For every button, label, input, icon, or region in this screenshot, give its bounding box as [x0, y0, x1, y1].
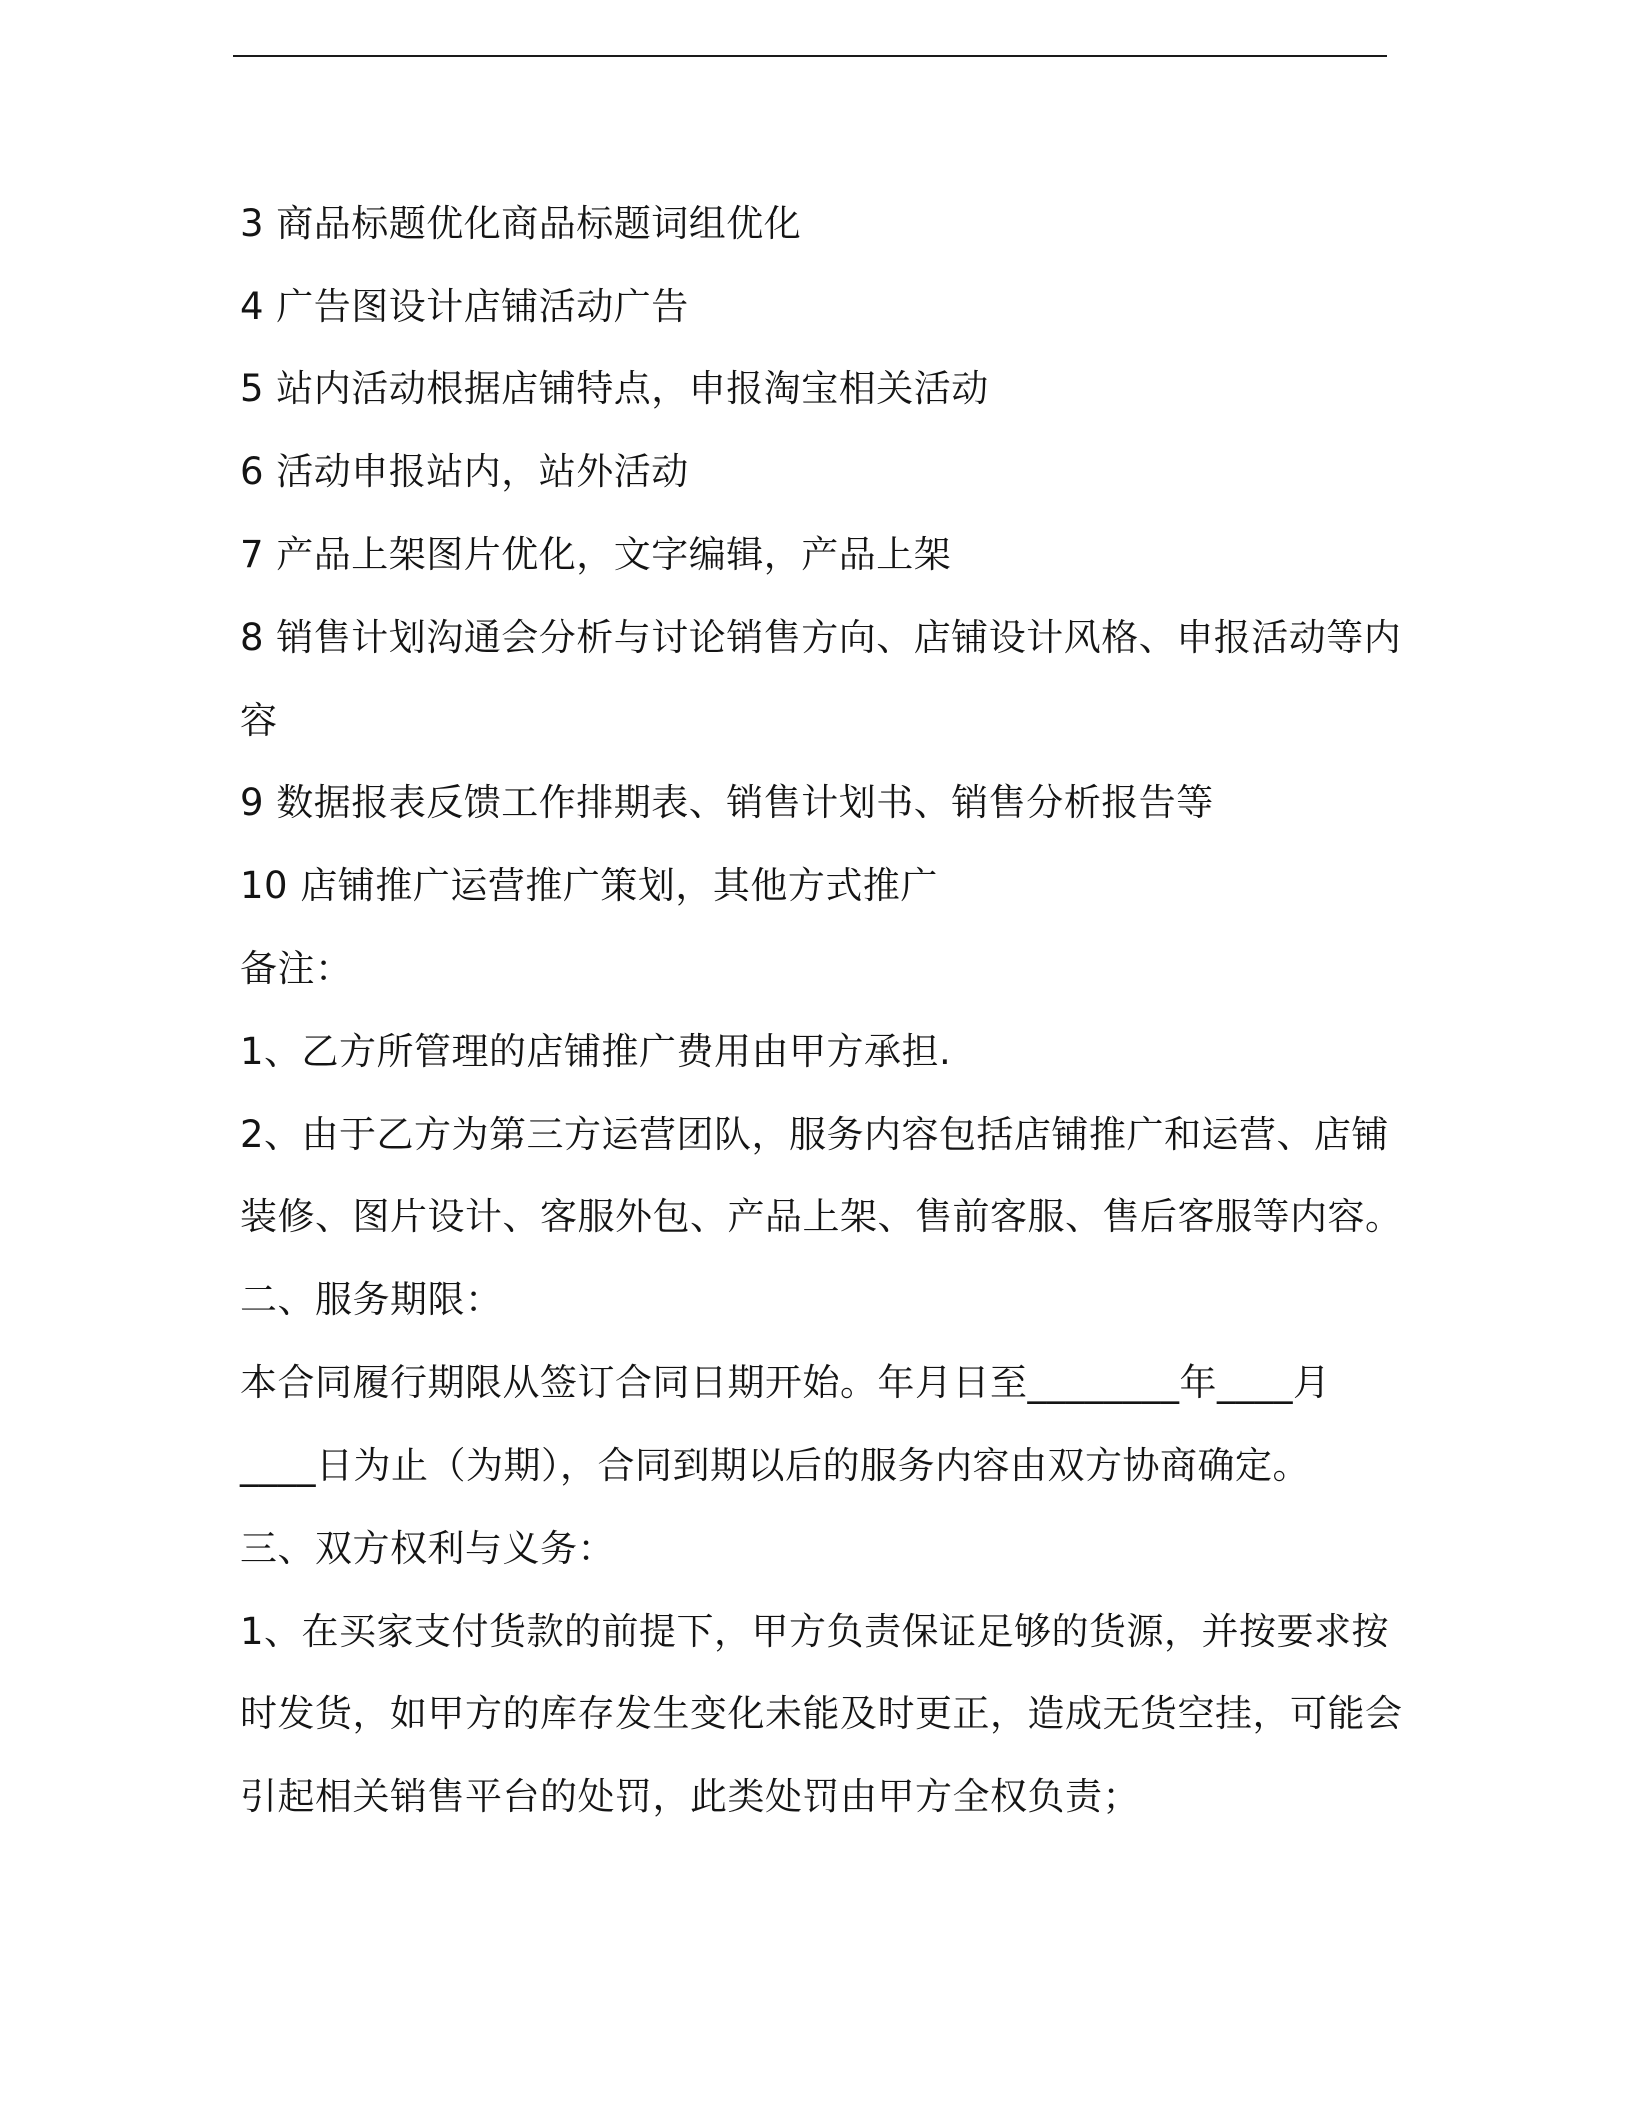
item-4-line: 4 广告图设计店铺活动广告 — [240, 285, 689, 328]
item-5-line: 5 站内活动根据店铺特点，申报淘宝相关活动 — [240, 367, 989, 410]
item-8-line: 8 销售计划沟通会分析与讨论销售方向、店铺设计风格、申报活动等内 — [240, 616, 1402, 659]
service-term-line: 本合同履行期限从签订合同日期开始。年月日至________年____月 — [240, 1361, 1331, 1404]
remarks-heading: 备注： — [240, 947, 353, 990]
item-7-line: 7 产品上架图片优化，文字编辑，产品上架 — [240, 533, 952, 576]
obligation-1-line-continued: 时发货，如甲方的库存发生变化未能及时更正，造成无货空挂，可能会 — [240, 1692, 1403, 1735]
obligation-1-line: 1、在买家支付货款的前提下，甲方负责保证足够的货源，并按要求按 — [240, 1610, 1390, 1653]
item-10-line: 10 店铺推广运营推广策划，其他方式推广 — [240, 864, 938, 907]
item-3-line: 3 商品标题优化商品标题词组优化 — [240, 202, 802, 245]
service-term-heading: 二、服务期限： — [240, 1278, 503, 1321]
header-rule — [233, 55, 1387, 57]
item-9-line: 9 数据报表反馈工作排期表、销售计划书、销售分析报告等 — [240, 781, 1214, 824]
item-6-line: 6 活动申报站内，站外活动 — [240, 450, 689, 493]
obligation-1-line-final: 引起相关销售平台的处罚，此类处罚由甲方全权负责； — [240, 1775, 1140, 1818]
rights-obligations-heading: 三、双方权利与义务： — [240, 1527, 615, 1570]
service-term-line-continued: ____日为止（为期），合同到期以后的服务内容由双方协商确定。 — [240, 1444, 1310, 1487]
item-8-line-continued: 容 — [240, 699, 278, 742]
remark-2-line: 2、由于乙方为第三方运营团队，服务内容包括店铺推广和运营、店铺 — [240, 1113, 1390, 1156]
remark-2-line-continued: 装修、图片设计、客服外包、产品上架、售前客服、售后客服等内容。 — [240, 1195, 1403, 1238]
remark-1-line: 1、乙方所管理的店铺推广费用由甲方承担. — [240, 1030, 952, 1073]
